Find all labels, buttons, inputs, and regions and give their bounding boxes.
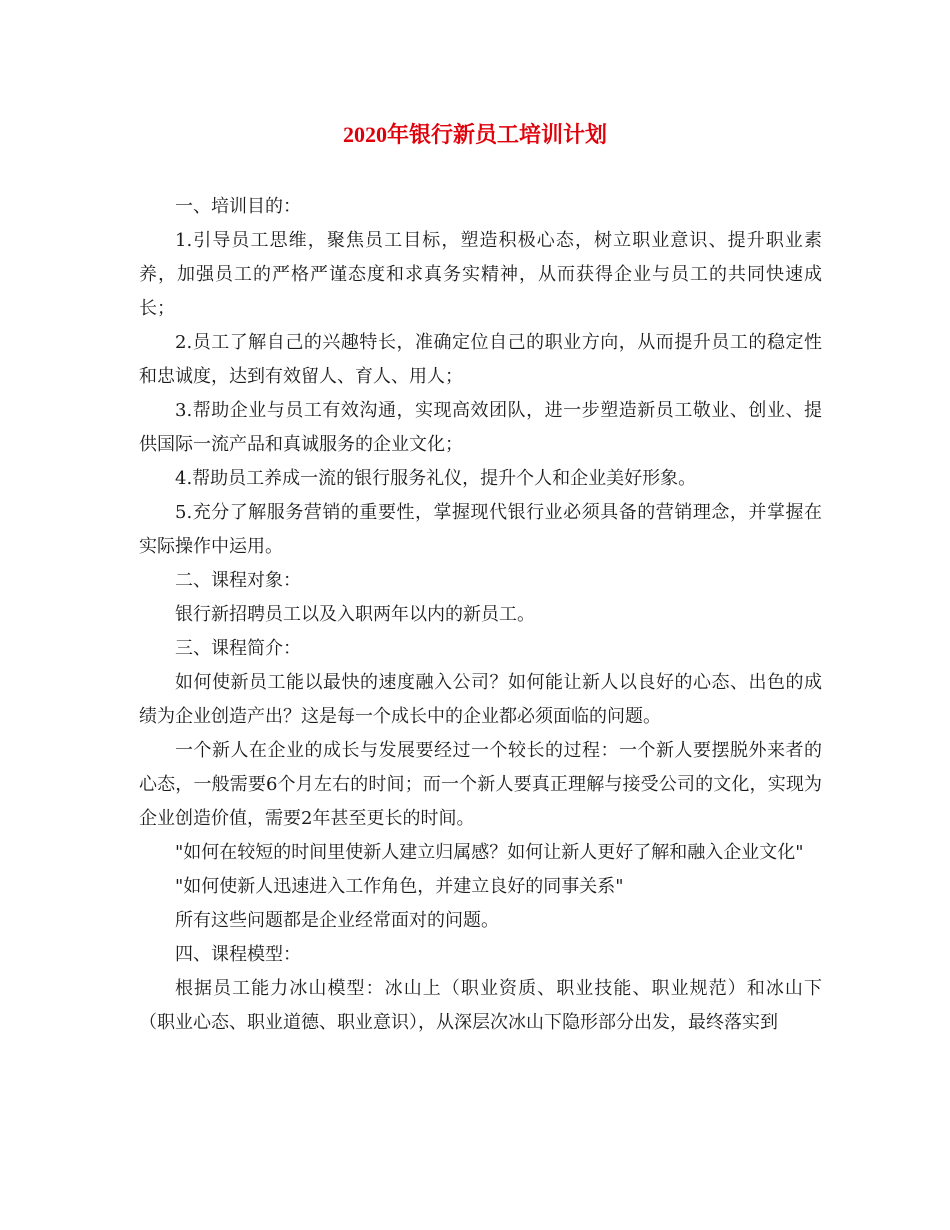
section-heading-introduction: 三、课程简介：	[175, 638, 301, 659]
summary-paragraph: 所有这些问题都是企业经常面对的问题。	[175, 910, 499, 931]
purpose-item-4: 4.帮助员工养成一流的银行服务礼仪，提升个人和企业美好形象。	[175, 468, 697, 489]
quote-paragraph-1: "如何在较短的时间里使新人建立归属感？如何让新人更好了解和融入企业文化"	[175, 842, 804, 863]
purpose-item-1: 1.引导员工思维，聚焦员工目标，塑造积极心态，树立职业意识、提升职业素养，加强员工的严格严谨态度和求真务实精神，从而获得企业与员工的共同快速成长；	[139, 230, 822, 319]
introduction-paragraph-2: 一个新人在企业的成长与发展要经过一个较长的过程：一个新人要摆脱外来者的心态，一般需要6个月左右的时间；而一个新人要真正理解与接受公司的文化，实现为企业创造价值，需要2年甚至更长的时间。	[139, 740, 822, 829]
purpose-item-2: 2.员工了解自己的兴趣特长，准确定位自己的职业方向，从而提升员工的稳定性和忠诚度，达到有效留人、育人、用人；	[139, 332, 822, 387]
document-title: 2020年银行新员工培训计划	[342, 122, 607, 147]
section-heading-audience: 二、课程对象：	[175, 570, 301, 591]
document-body	[139, 190, 822, 1040]
introduction-paragraph-1: 如何使新员工能以最快的速度融入公司？如何能让新人以良好的心态、出色的成绩为企业创造产出？这是每一个成长中的企业都必须面临的问题。	[139, 672, 822, 727]
purpose-item-3: 3.帮助企业与员工有效沟通，实现高效团队，进一步塑造新员工敬业、创业、提供国际一流产品和真诚服务的企业文化；	[139, 400, 822, 455]
section-heading-model: 四、课程模型：	[175, 944, 301, 965]
purpose-item-5: 5.充分了解服务营销的重要性，掌握现代银行业必须具备的营销理念，并掌握在实际操作中运用。	[139, 502, 822, 557]
quote-paragraph-2: "如何使新人迅速进入工作角色，并建立良好的同事关系"	[175, 876, 624, 897]
model-paragraph: 根据员工能力冰山模型：冰山上（职业资质、职业技能、职业规范）和冰山下（职业心态、职业道德、职业意识），从深层次冰山下隐形部分出发，最终落实到	[139, 978, 822, 1033]
section-heading-purpose: 一、培训目的：	[175, 196, 301, 217]
audience-paragraph: 银行新招聘员工以及入职两年以内的新员工。	[175, 604, 535, 625]
